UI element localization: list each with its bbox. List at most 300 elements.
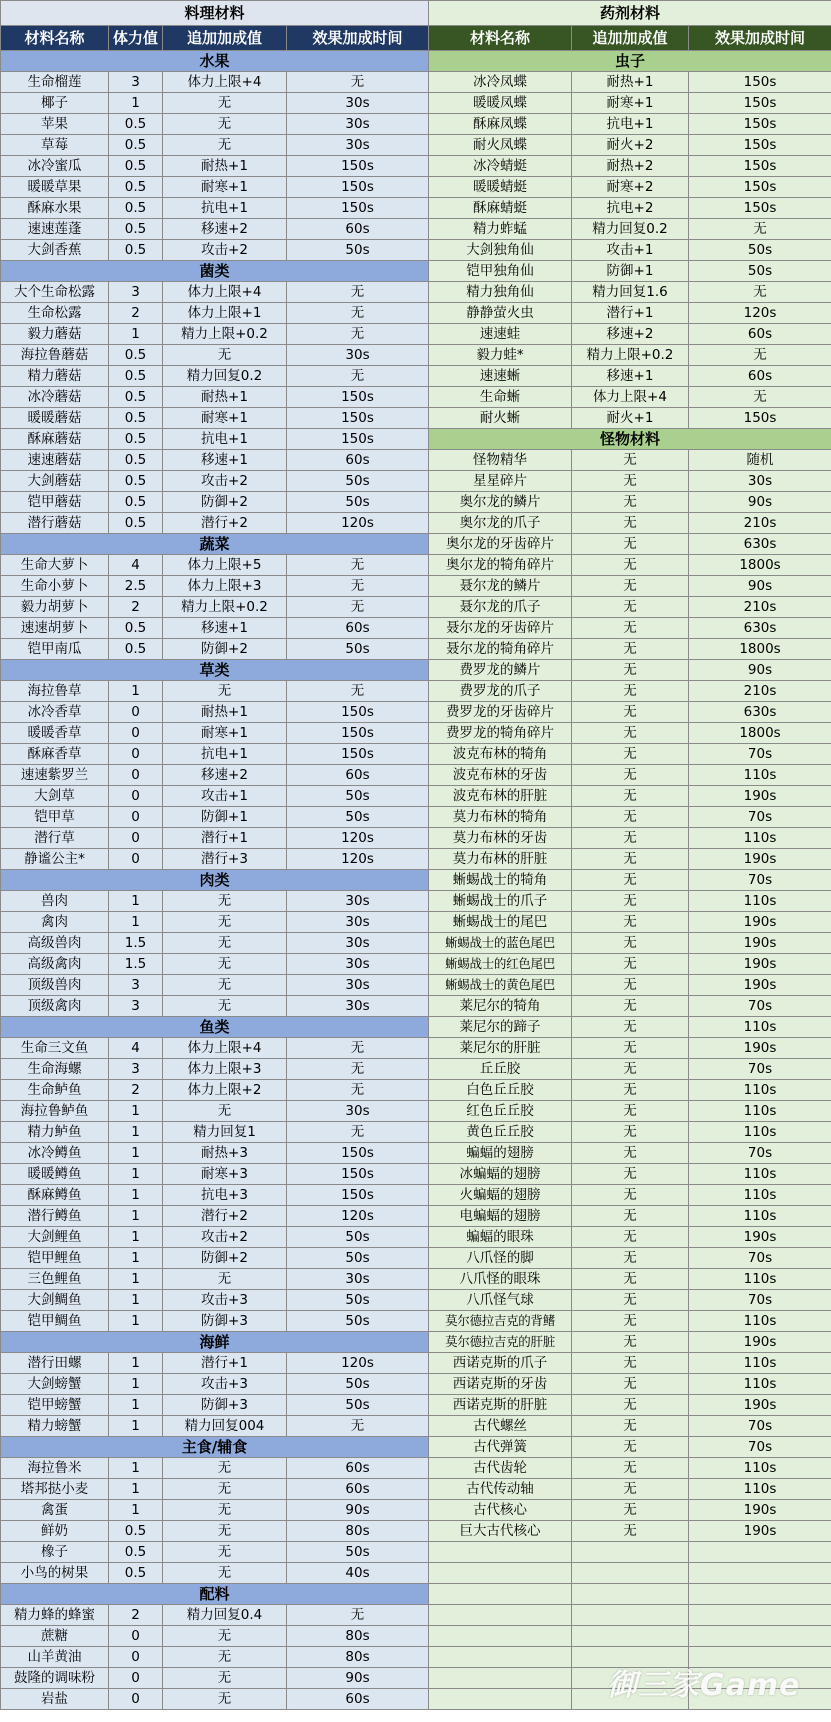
table-cell: 西诺克斯的肝脏 xyxy=(429,1395,572,1416)
table-cell: 3 xyxy=(109,1059,163,1080)
table-cell: 速速胡萝卜 xyxy=(1,618,109,639)
table-cell: 无 xyxy=(163,1269,287,1290)
table-cell: 150s xyxy=(689,408,831,429)
table-cell: 椰子 xyxy=(1,93,109,114)
table-row xyxy=(429,345,831,366)
table-cell: 70s xyxy=(689,870,831,891)
table-cell: 冰冷鳟鱼 xyxy=(1,1143,109,1164)
table-cell: 无 xyxy=(689,282,831,303)
table-cell: 草莓 xyxy=(1,135,109,156)
table-cell: 1 xyxy=(109,1122,163,1143)
table-cell: 西诺克斯的牙齿 xyxy=(429,1374,572,1395)
table-row xyxy=(429,1311,831,1332)
table-cell: 无 xyxy=(572,576,689,597)
table-cell: 无 xyxy=(572,1437,689,1458)
table-cell: 30s xyxy=(287,912,429,933)
table-cell: 精力回复0.2 xyxy=(572,219,689,240)
table-cell: 体力上限+4 xyxy=(163,1038,287,1059)
table-cell: 精力螃蟹 xyxy=(1,1416,109,1437)
table-cell: 0 xyxy=(109,786,163,807)
table-cell: 30s xyxy=(287,1101,429,1122)
table-cell: 190s xyxy=(689,933,831,954)
table-cell: 2 xyxy=(109,597,163,618)
empty-cell xyxy=(572,1542,689,1563)
table-cell: 150s xyxy=(287,177,429,198)
table-cell: 1 xyxy=(109,1101,163,1122)
empty-cell xyxy=(429,1668,572,1689)
table-row xyxy=(1,1647,429,1668)
table-cell: 无 xyxy=(572,1059,689,1080)
table-row xyxy=(1,1458,429,1479)
table-cell: 210s xyxy=(689,597,831,618)
table-cell: 无 xyxy=(163,1101,287,1122)
table-row xyxy=(1,744,429,765)
empty-row xyxy=(429,1626,831,1647)
table-cell: 顶级禽肉 xyxy=(1,996,109,1017)
table-cell: 潜行+2 xyxy=(163,1206,287,1227)
table-cell: 体力上限+3 xyxy=(163,576,287,597)
table-row xyxy=(1,1500,429,1521)
category-row xyxy=(1,534,429,555)
table-cell: 生命海螺 xyxy=(1,1059,109,1080)
category-row xyxy=(1,1437,429,1458)
table-row xyxy=(1,1164,429,1185)
table-cell: 星星碎片 xyxy=(429,471,572,492)
table-cell: 体力上限+1 xyxy=(163,303,287,324)
empty-cell xyxy=(429,1605,572,1626)
table-cell: 30s xyxy=(287,1269,429,1290)
table-cell: 1 xyxy=(109,891,163,912)
table-cell: 毅力蘑菇 xyxy=(1,324,109,345)
table-cell: 110s xyxy=(689,828,831,849)
table-cell: 1 xyxy=(109,1395,163,1416)
table-row xyxy=(429,660,831,681)
table-cell: 奥尔龙的牙齿碎片 xyxy=(429,534,572,555)
table-row xyxy=(1,1521,429,1542)
table-row xyxy=(429,996,831,1017)
table-cell: 防御+1 xyxy=(163,807,287,828)
table-cell: 30s xyxy=(287,114,429,135)
table-cell: 无 xyxy=(287,1080,429,1101)
table-cell: 无 xyxy=(572,870,689,891)
table-cell: 防御+2 xyxy=(163,1248,287,1269)
category-row xyxy=(1,1332,429,1353)
table-row xyxy=(429,72,831,93)
table-row xyxy=(429,198,831,219)
column-header: 体力值 xyxy=(109,26,163,51)
table-cell: 3 xyxy=(109,72,163,93)
table-row xyxy=(1,492,429,513)
table-cell: 无 xyxy=(287,303,429,324)
table-cell: 速速蛙 xyxy=(429,324,572,345)
table-cell: 冰蝙蝠的翅膀 xyxy=(429,1164,572,1185)
table-row xyxy=(1,1269,429,1290)
table-cell: 潜行+3 xyxy=(163,849,287,870)
table-row xyxy=(1,954,429,975)
table-cell: 50s xyxy=(287,1395,429,1416)
table-cell: 120s xyxy=(287,849,429,870)
table-cell: 无 xyxy=(572,639,689,660)
table-cell: 冰冷凤蝶 xyxy=(429,72,572,93)
table-cell: 防御+3 xyxy=(163,1311,287,1332)
table-cell: 潜行鳟鱼 xyxy=(1,1206,109,1227)
table-cell: 无 xyxy=(572,1101,689,1122)
table-cell: 无 xyxy=(572,1227,689,1248)
table-cell: 无 xyxy=(163,93,287,114)
table-cell: 110s xyxy=(689,1080,831,1101)
table-row xyxy=(1,429,429,450)
table-row xyxy=(1,1542,429,1563)
table-cell: 精力蚱蜢 xyxy=(429,219,572,240)
table-cell: 禽肉 xyxy=(1,912,109,933)
table-cell: 无 xyxy=(572,450,689,471)
table-cell: 无 xyxy=(163,1521,287,1542)
table-cell: 30s xyxy=(287,891,429,912)
table-cell: 攻击+1 xyxy=(572,240,689,261)
table-cell: 70s xyxy=(689,807,831,828)
table-row xyxy=(1,807,429,828)
table-row xyxy=(429,1416,831,1437)
table-row xyxy=(429,324,831,345)
table-cell: 聂尔龙的犄角碎片 xyxy=(429,639,572,660)
table-row xyxy=(429,450,831,471)
table-cell: 2.5 xyxy=(109,576,163,597)
table-cell: 50s xyxy=(287,1542,429,1563)
table-cell: 110s xyxy=(689,1269,831,1290)
table-cell: 速速莲蓬 xyxy=(1,219,109,240)
column-header: 材料名称 xyxy=(1,26,109,51)
table-cell: 0.5 xyxy=(109,135,163,156)
table-row xyxy=(429,1185,831,1206)
table-cell: 酥麻香草 xyxy=(1,744,109,765)
table-cell: 聂尔龙的鳞片 xyxy=(429,576,572,597)
table-row xyxy=(1,597,429,618)
table-cell: 无 xyxy=(572,933,689,954)
empty-cell xyxy=(429,1689,572,1710)
table-cell: 体力上限+4 xyxy=(572,387,689,408)
table-cell: 1.5 xyxy=(109,933,163,954)
table-cell: 精力蘑菇 xyxy=(1,366,109,387)
table-cell: 大剑独角仙 xyxy=(429,240,572,261)
table-cell: 80s xyxy=(287,1626,429,1647)
category-row xyxy=(1,1584,429,1605)
table-row xyxy=(429,240,831,261)
table-cell: 50s xyxy=(287,1227,429,1248)
table-row xyxy=(429,828,831,849)
table-cell: 60s xyxy=(689,366,831,387)
empty-cell xyxy=(572,1647,689,1668)
empty-row xyxy=(429,1542,831,1563)
table-cell: 无 xyxy=(572,1374,689,1395)
table-cell: 30s xyxy=(287,135,429,156)
table-row xyxy=(1,1353,429,1374)
category-row xyxy=(429,51,831,72)
table-cell: 塔邦挞小麦 xyxy=(1,1479,109,1500)
column-header: 效果加成时间 xyxy=(689,26,831,51)
table-cell: 蝙蝠的眼珠 xyxy=(429,1227,572,1248)
table-row xyxy=(1,786,429,807)
table-row xyxy=(429,1248,831,1269)
table-cell: 耐热+3 xyxy=(163,1143,287,1164)
table-cell: 0.5 xyxy=(109,387,163,408)
table-row xyxy=(1,576,429,597)
table-cell: 暖暖凤蝶 xyxy=(429,93,572,114)
table-cell: 耐寒+1 xyxy=(163,177,287,198)
table-cell: 无 xyxy=(572,597,689,618)
table-cell: 潜行+2 xyxy=(163,513,287,534)
table-cell: 1 xyxy=(109,681,163,702)
table-row xyxy=(429,1143,831,1164)
table-cell: 2 xyxy=(109,303,163,324)
table-cell: 铠甲南瓜 xyxy=(1,639,109,660)
table-cell: 无 xyxy=(287,1605,429,1626)
table-cell: 移速+1 xyxy=(163,450,287,471)
table-cell: 60s xyxy=(287,765,429,786)
table-cell: 莫力布林的牙齿 xyxy=(429,828,572,849)
table-cell: 无 xyxy=(163,1668,287,1689)
table-cell: 无 xyxy=(572,1479,689,1500)
table-cell: 八爪怪的脚 xyxy=(429,1248,572,1269)
watermark-text: 御三家Game xyxy=(607,1668,801,1703)
table-cell: 蝙蝠的翅膀 xyxy=(429,1143,572,1164)
table-cell: 0 xyxy=(109,807,163,828)
table-cell: 攻击+2 xyxy=(163,1227,287,1248)
empty-cell xyxy=(429,1542,572,1563)
table-cell: 波克布林的犄角 xyxy=(429,744,572,765)
table-row xyxy=(429,303,831,324)
table-row xyxy=(429,1122,831,1143)
table-cell: 0.5 xyxy=(109,429,163,450)
table-cell: 无 xyxy=(163,912,287,933)
table-cell: 120s xyxy=(287,513,429,534)
table-row xyxy=(1,324,429,345)
table-cell: 无 xyxy=(572,1395,689,1416)
table-cell: 150s xyxy=(689,114,831,135)
table-cell: 移速+1 xyxy=(572,366,689,387)
category-header: 草类 xyxy=(1,660,429,681)
table-cell: 速速蘑菇 xyxy=(1,450,109,471)
table-cell: 1 xyxy=(109,93,163,114)
table-cell: 630s xyxy=(689,534,831,555)
table-cell: 1 xyxy=(109,1458,163,1479)
table-cell: 八爪怪的眼珠 xyxy=(429,1269,572,1290)
table-cell: 1 xyxy=(109,1164,163,1185)
table-cell: 60s xyxy=(287,1689,429,1710)
table-row xyxy=(1,933,429,954)
table-row xyxy=(429,219,831,240)
table-cell: 80s xyxy=(287,1647,429,1668)
table-cell: 生命松露 xyxy=(1,303,109,324)
table-cell: 0.5 xyxy=(109,219,163,240)
empty-row xyxy=(429,1563,831,1584)
table-cell: 无 xyxy=(163,1500,287,1521)
table-cell: 190s xyxy=(689,1500,831,1521)
table-cell: 鼓隆的调味粉 xyxy=(1,1668,109,1689)
table-cell: 电蝙蝠的翅膀 xyxy=(429,1206,572,1227)
table-row xyxy=(1,471,429,492)
table-row xyxy=(1,408,429,429)
table-cell: 1800s xyxy=(689,639,831,660)
table-cell: 无 xyxy=(163,891,287,912)
table-row xyxy=(429,765,831,786)
empty-cell xyxy=(689,1605,831,1626)
table-cell: 无 xyxy=(163,114,287,135)
table-row xyxy=(429,177,831,198)
table-cell: 蜥蜴战士的尾巴 xyxy=(429,912,572,933)
empty-cell xyxy=(689,1689,831,1710)
table-row xyxy=(1,1248,429,1269)
table-row xyxy=(429,1101,831,1122)
table-cell: 大剑鲷鱼 xyxy=(1,1290,109,1311)
table-cell: 铠甲鲷鱼 xyxy=(1,1311,109,1332)
table-cell: 静谧公主* xyxy=(1,849,109,870)
column-header: 追加加成值 xyxy=(572,26,689,51)
table-cell: 体力上限+4 xyxy=(163,72,287,93)
header-row xyxy=(1,26,429,51)
table-cell: 110s xyxy=(689,1374,831,1395)
empty-row xyxy=(429,1668,831,1689)
header-row xyxy=(429,26,831,51)
table-cell: 精力鲈鱼 xyxy=(1,1122,109,1143)
elixir-title: 药剂材料 xyxy=(429,1,831,26)
table-cell: 0.5 xyxy=(109,240,163,261)
table-cell: 0.5 xyxy=(109,408,163,429)
table-cell: 1 xyxy=(109,1269,163,1290)
table-cell: 60s xyxy=(287,618,429,639)
table-cell: 150s xyxy=(287,1143,429,1164)
table-cell: 生命小萝卜 xyxy=(1,576,109,597)
table-cell: 耐火+2 xyxy=(572,135,689,156)
table-cell: 耐火蜥 xyxy=(429,408,572,429)
table-cell: 无 xyxy=(572,891,689,912)
table-cell: 莫尔德拉吉克的背鳍 xyxy=(429,1311,572,1332)
table-row xyxy=(429,513,831,534)
table-cell: 0 xyxy=(109,744,163,765)
table-row xyxy=(1,1080,429,1101)
table-cell: 酥麻水果 xyxy=(1,198,109,219)
table-cell: 30s xyxy=(287,933,429,954)
category-header: 水果 xyxy=(1,51,429,72)
table-cell: 无 xyxy=(572,1332,689,1353)
table-cell: 1 xyxy=(109,1374,163,1395)
table-cell: 0 xyxy=(109,849,163,870)
table-row xyxy=(429,597,831,618)
table-row xyxy=(429,1374,831,1395)
table-cell: 海拉鲁蘑菇 xyxy=(1,345,109,366)
table-cell: 1 xyxy=(109,912,163,933)
table-cell: 0.5 xyxy=(109,471,163,492)
table-cell: 90s xyxy=(689,492,831,513)
table-cell: 1 xyxy=(109,1479,163,1500)
table-cell: 冰冷香草 xyxy=(1,702,109,723)
table-cell: 耐热+1 xyxy=(572,72,689,93)
table-cell: 铠甲蘑菇 xyxy=(1,492,109,513)
table-cell: 190s xyxy=(689,1038,831,1059)
table-cell: 无 xyxy=(689,219,831,240)
table-cell: 酥麻蘑菇 xyxy=(1,429,109,450)
table-cell: 无 xyxy=(163,1689,287,1710)
table-cell: 铠甲独角仙 xyxy=(429,261,572,282)
table-cell: 无 xyxy=(572,492,689,513)
category-header: 怪物材料 xyxy=(429,429,831,450)
table-cell: 精力回复004 xyxy=(163,1416,287,1437)
table-row xyxy=(1,1395,429,1416)
table-row xyxy=(429,282,831,303)
table-cell: 无 xyxy=(572,765,689,786)
table-cell: 巨大古代核心 xyxy=(429,1521,572,1542)
table-cell: 奥尔龙的爪子 xyxy=(429,513,572,534)
table-cell: 毅力胡萝卜 xyxy=(1,597,109,618)
table-cell: 150s xyxy=(287,1164,429,1185)
table-cell: 潜行+1 xyxy=(163,1353,287,1374)
table-row xyxy=(429,408,831,429)
table-row xyxy=(429,744,831,765)
table-cell: 30s xyxy=(689,471,831,492)
title-row xyxy=(1,1,429,26)
table-cell: 0.5 xyxy=(109,1542,163,1563)
table-cell: 白色丘丘胶 xyxy=(429,1080,572,1101)
category-row xyxy=(1,261,429,282)
table-cell: 暖暖蘑菇 xyxy=(1,408,109,429)
table-cell: 铠甲螃蟹 xyxy=(1,1395,109,1416)
table-row xyxy=(1,219,429,240)
empty-cell xyxy=(429,1647,572,1668)
table-cell: 4 xyxy=(109,1038,163,1059)
table-cell: 190s xyxy=(689,786,831,807)
table-cell: 0.5 xyxy=(109,450,163,471)
table-cell: 抗电+1 xyxy=(163,429,287,450)
table-cell: 无 xyxy=(572,555,689,576)
table-row xyxy=(429,1500,831,1521)
table-row xyxy=(1,1668,429,1689)
table-row xyxy=(1,156,429,177)
table-cell: 潜行+1 xyxy=(572,303,689,324)
table-cell: 移速+2 xyxy=(572,324,689,345)
table-cell: 酥麻蜻蜓 xyxy=(429,198,572,219)
table-cell: 无 xyxy=(572,471,689,492)
table-cell: 无 xyxy=(572,1500,689,1521)
table-cell: 耐火凤蝶 xyxy=(429,135,572,156)
table-cell: 生命榴莲 xyxy=(1,72,109,93)
table-row xyxy=(1,723,429,744)
table-cell: 0.5 xyxy=(109,513,163,534)
table-cell: 无 xyxy=(163,681,287,702)
table-cell: 50s xyxy=(689,240,831,261)
table-cell: 50s xyxy=(287,639,429,660)
table-cell: 60s xyxy=(287,1458,429,1479)
empty-cell xyxy=(572,1605,689,1626)
table-cell: 潜行+1 xyxy=(163,828,287,849)
table-row xyxy=(1,1059,429,1080)
table-cell: 190s xyxy=(689,1227,831,1248)
table-cell: 海拉鲁草 xyxy=(1,681,109,702)
table-row xyxy=(429,576,831,597)
table-cell: 攻击+2 xyxy=(163,471,287,492)
table-row xyxy=(429,891,831,912)
table-cell: 120s xyxy=(689,303,831,324)
table-cell: 110s xyxy=(689,1122,831,1143)
table-cell: 移速+2 xyxy=(163,219,287,240)
table-cell: 高级禽肉 xyxy=(1,954,109,975)
table-row xyxy=(1,891,429,912)
table-cell: 0.5 xyxy=(109,177,163,198)
table-cell: 耐热+1 xyxy=(163,156,287,177)
table-cell: 暖暖草果 xyxy=(1,177,109,198)
empty-cell xyxy=(572,1563,689,1584)
table-row xyxy=(429,471,831,492)
table-cell: 2 xyxy=(109,1605,163,1626)
table-cell: 无 xyxy=(572,1143,689,1164)
